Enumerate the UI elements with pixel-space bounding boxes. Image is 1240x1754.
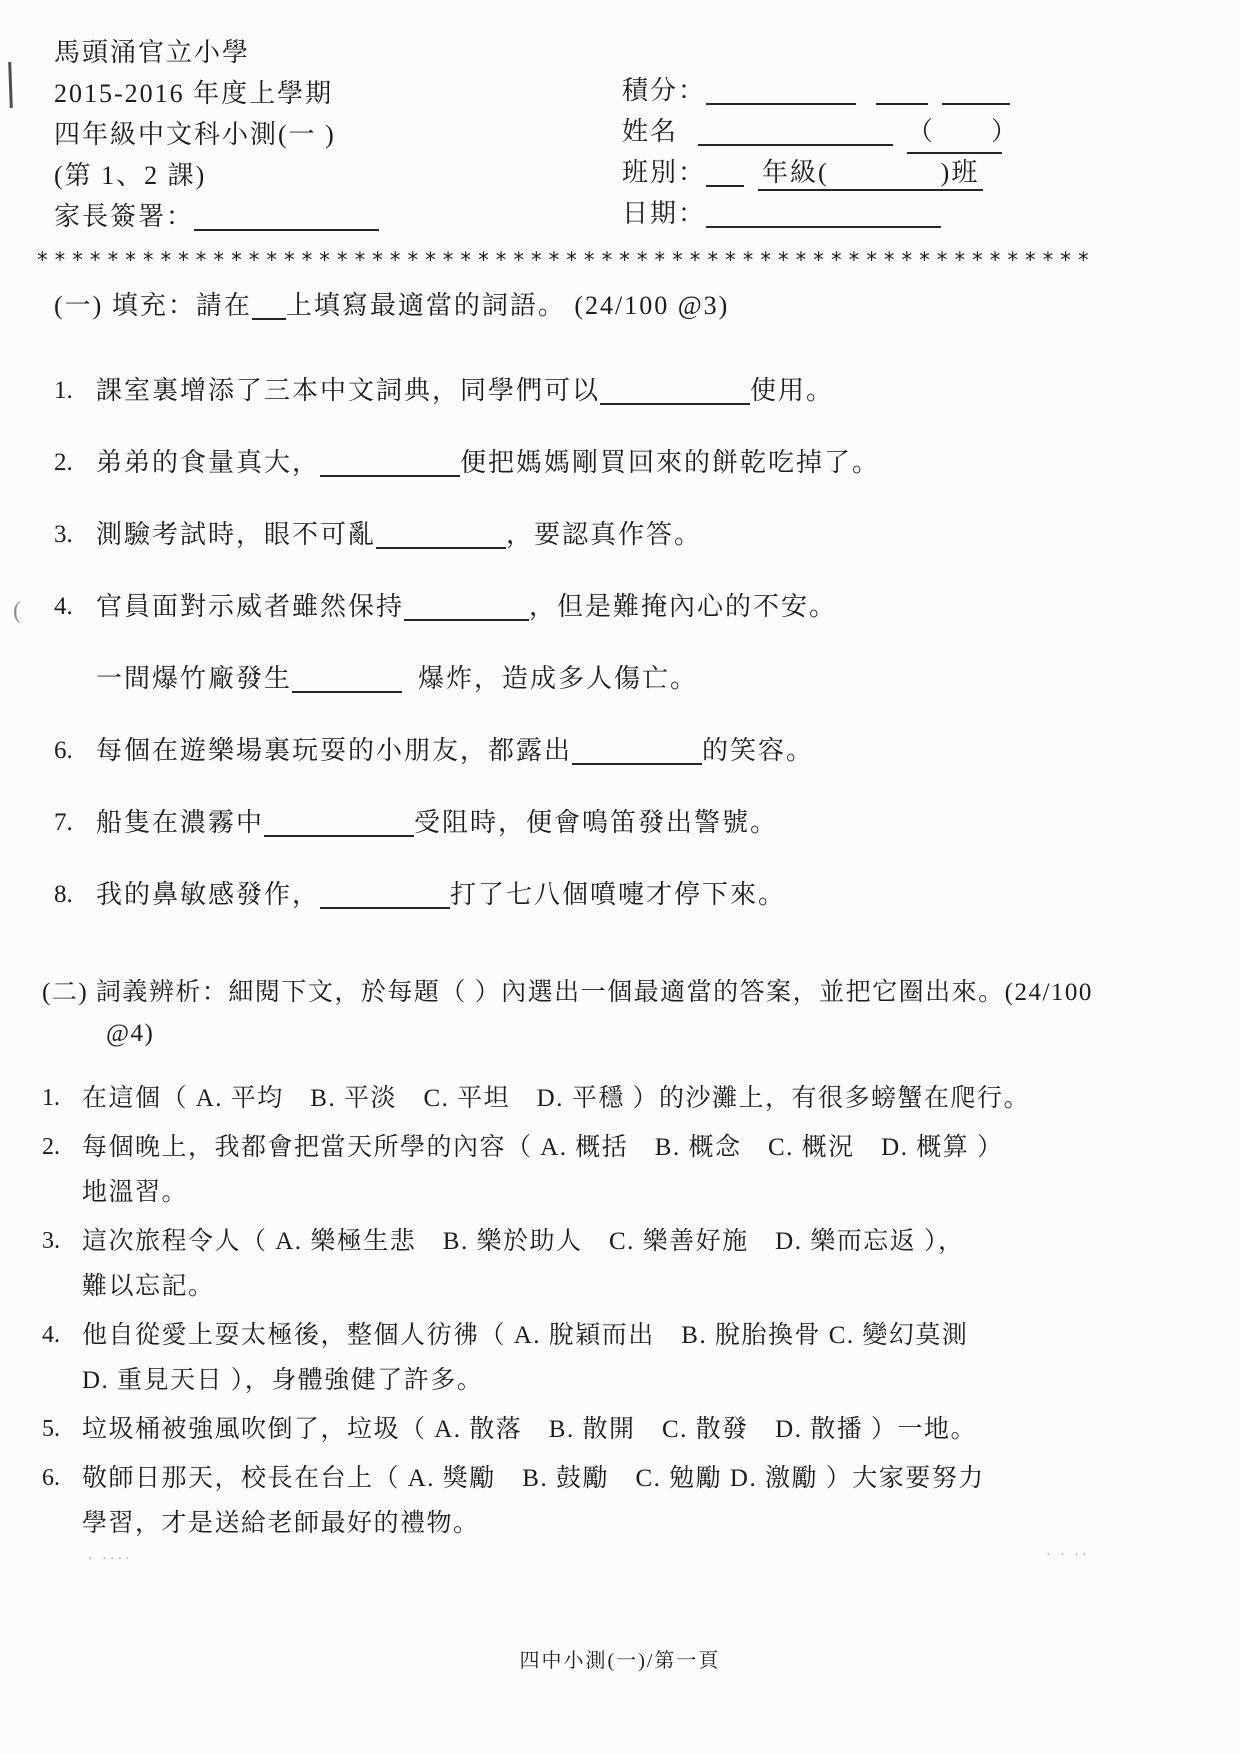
question-number <box>54 662 96 696</box>
fill-question-5: 一間爆竹廠發生 爆炸，造成多人傷亡。 <box>54 662 1194 696</box>
score-line <box>622 70 1010 111</box>
question-number: 2. <box>42 1134 60 1160</box>
choice-question-3: 3. 這次旅程令人（ A. 樂極生悲 B. 樂於助人 C. 樂善好施 D. 樂而忘返 ）， 難以忘記。 <box>42 1219 1202 1309</box>
question-number: 7. <box>54 809 73 836</box>
section-1-fill-in <box>54 288 1194 950</box>
school-name: 馬頭涌官立小學 <box>54 38 251 67</box>
section-2-word-choice <box>42 972 1202 1550</box>
question-number: 2. <box>54 449 73 476</box>
lessons-covered: (第 1、2 課) <box>54 161 207 190</box>
choice-question-1: 1. 在這個（ A. 平均 B. 平淡 C. 平坦 D. 平穩 ）的沙灘上，有很多螃蟹在爬行。 <box>42 1076 1202 1121</box>
date-blank <box>706 203 941 228</box>
class-number-blank: （ ） <box>907 111 1002 154</box>
fill-question-1: 1. 課室裏增添了三本中文詞典，同學們可以 使用。 <box>54 374 1194 408</box>
scan-artifact-dots-left: · ···· <box>88 1552 133 1567</box>
question-number: 5. <box>42 1416 60 1442</box>
question-number: 1. <box>54 377 73 404</box>
choice-question-4: 4. 他自從愛上耍太極後，整個人彷彿（ A. 脫穎而出 B. 脫胎換骨 C. 變幻莫測 D. 重見天日 ），身體強健了許多。 <box>42 1313 1202 1403</box>
answer-blank <box>320 452 460 477</box>
question-number: 3. <box>42 1228 60 1254</box>
answer-blank <box>264 812 414 837</box>
fill-question-4: 4. 官員面對示威者雖然保持 ，但是難掩內心的不安。 <box>54 590 1194 624</box>
date-line <box>622 193 1010 234</box>
parent-signature-blank <box>194 206 379 231</box>
choice-question-2: 2. 每個晚上，我都會把當天所學的內容（ A. 概括 B. 概念 C. 概況 D. 概算 ） 地溫習。 <box>42 1125 1202 1215</box>
class-line <box>622 152 1010 193</box>
question-number: 4. <box>54 593 73 620</box>
name-blank <box>698 121 893 146</box>
answer-blank <box>600 380 750 405</box>
question-number: 8. <box>54 881 73 908</box>
scan-artifact-bracket: ( <box>13 598 21 624</box>
section-2-heading: (二) 詞義辨析：細閱下文，於每題（ ）內選出一個最適當的答案，並把它圈出來。(24/100 @4) <box>42 979 1093 1047</box>
parent-signature-line <box>54 196 379 237</box>
answer-blank <box>572 740 702 765</box>
header-left <box>54 32 379 237</box>
answer-blank <box>320 884 450 909</box>
question-number: 1. <box>42 1085 60 1111</box>
score-blank-3 <box>942 80 1010 105</box>
fill-question-6: 6. 每個在遊樂場裏玩耍的小朋友，都露出 的笑容。 <box>54 734 1194 768</box>
score-label: 積分： <box>622 76 707 105</box>
scan-artifact-dots-right: · · ·· <box>1046 1548 1090 1563</box>
name-line <box>622 111 1020 152</box>
class-label: 班別： <box>622 158 707 187</box>
date-label: 日期： <box>622 199 707 228</box>
school-term: 2015-2016 年度上學期 <box>54 79 334 108</box>
question-number: 6. <box>54 737 73 764</box>
grade-class-underlined: 年級( )班 <box>758 158 983 191</box>
fill-question-2: 2. 弟弟的食量真大， 便把媽媽剛買回來的餅乾吃掉了。 <box>54 446 1194 480</box>
answer-blank <box>376 524 506 549</box>
asterisk-divider: ************************************************************ <box>36 248 1095 272</box>
answer-blank <box>404 596 529 621</box>
choice-question-5: 5. 垃圾桶被強風吹倒了，垃圾（ A. 散落 B. 散開 C. 散發 D. 散播 ）一地。 <box>42 1407 1202 1452</box>
parent-signature-label: 家長簽署： <box>54 202 195 231</box>
heading-inline-blank <box>252 295 286 320</box>
question-number: 6. <box>42 1465 60 1491</box>
score-blank-2 <box>876 80 928 105</box>
page-footer: 四中小測(一)/第一頁 <box>519 1650 721 1672</box>
test-title: 四年級中文科小測(一 ) <box>54 120 336 149</box>
choice-question-6: 6. 敬師日那天，校長在台上（ A. 獎勵 B. 鼓勵 C. 勉勵 D. 激勵 ）大家要努力 學習，才是送給老師最好的禮物。 <box>42 1456 1202 1546</box>
answer-blank <box>292 668 402 693</box>
question-number: 3. <box>54 521 73 548</box>
name-label: 姓名 <box>622 117 679 146</box>
header-right <box>622 70 1020 234</box>
class-blank <box>706 162 744 187</box>
fill-question-7: 7. 船隻在濃霧中 受阻時，便會鳴笛發出警號。 <box>54 806 1194 840</box>
section-1-heading: (一) 填充：請在 上填寫最適當的詞語。 (24/100 @3) <box>54 291 730 320</box>
fill-question-3: 3. 測驗考試時，眼不可亂 ，要認真作答。 <box>54 518 1194 552</box>
score-blank-1 <box>706 80 856 105</box>
fill-question-8: 8. 我的鼻敏感發作， 打了七八個噴嚏才停下來。 <box>54 878 1194 912</box>
question-number: 4. <box>42 1322 60 1348</box>
scan-artifact-tick <box>8 62 13 108</box>
